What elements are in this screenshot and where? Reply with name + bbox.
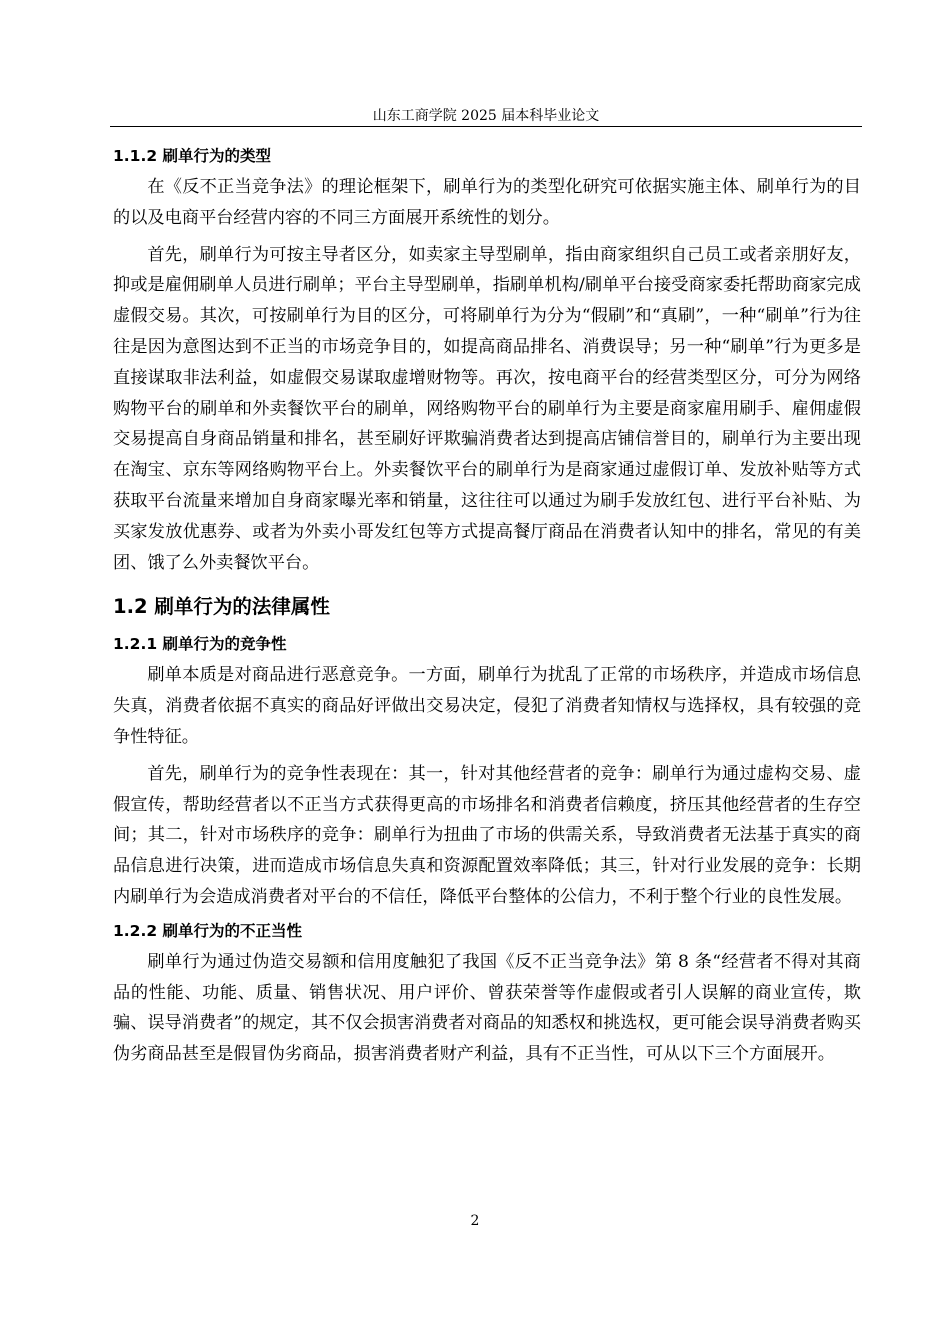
page-header: 山东工商学院 2025 届本科毕业论文 xyxy=(372,108,600,124)
paragraph: 刷单本质是对商品进行恶意竞争。一方面，刷单行为扰乱了正常的市场秩序，并造成市场信息失真，消费者依据不真实的商品好评做出交易决定，侵犯了消费者知情权与选择权，具有较强的竞争性特征。 xyxy=(113,665,861,747)
paragraph: 首先，刷单行为可按主导者区分，如卖家主导型刷单，指由商家组织自己员工或者亲朋好友，抑或是雇佣刷单人员进行刷单；平台主导型刷单，指刷单机构/刷单平台接受商家委托帮助商家完成虚假交易。其次，可按刷单行为目的区分，可将刷单行为分为“假刷”和“真刷”，一种“刷单”行为往往是因为意图达到不正当的市场竞争目的，如提高商品排名、消费误导；另一种“刷单”行为更多是直接谋取非法利益，如虚假交易谋取虚增财物等。再次，按电商平台的经营类型区分，可分为网络购物平台的刷单和外卖餐饮平台的刷单，网络购物平台的刷单行为主要是商家雇用刷手、雇佣虚假交易提高自身商品销量和排名，甚至刷好评欺骗消费者达到提高店铺信誉目的，刷单行为主要出现在淘宝、京东等网络购物平台上。外卖餐饮平台的刷单行为是商家通过虚假订单、发放补贴等方式获取平台流量来增加自身商家曝光率和销量，这往往可以通过为刷手发放红包、进行平台补贴、为买家发放优惠券、或者为外卖小哥发红包等方式提高餐厅商品在消费者认知中的排名，常见的有美团、饿了么外卖餐饮平台。 xyxy=(113,244,861,573)
section-heading-1-1-2: 1.1.2 刷单行为的类型 xyxy=(113,147,272,165)
paragraph: 在《反不正当竞争法》的理论框架下，刷单行为的类型化研究可依据实施主体、刷单行为的目的以及电商平台经营内容的不同三方面展开系统性的划分。 xyxy=(113,177,861,228)
document-body xyxy=(113,142,861,1076)
section-heading-1-2-2: 1.2.2 刷单行为的不正当性 xyxy=(113,921,303,940)
paragraph: 首先，刷单行为的竞争性表现在：其一，针对其他经营者的竞争：刷单行为通过虚构交易、虚假宣传，帮助经营者以不正当方式获得更高的市场排名和消费者信赖度，挤压其他经营者的生存空间；其二，针对市场秩序的竞争：刷单行为扭曲了市场的供需关系，导致消费者无法基于真实的商品信息进行决策，进而造成市场信息失真和资源配置效率降低；其三，针对行业发展的竞争：长期内刷单行为会造成消费者对平台的不信任，降低平台整体的公信力，不利于整个行业的良性发展。 xyxy=(113,763,861,907)
paragraph: 刷单行为通过伪造交易额和信用度触犯了我国《反不正当竞争法》第 8 条“经营者不得对其商品的性能、功能、质量、销售状况、用户评价、曾获荣誉等作虚假或者引人误解的商业宣传，欺骗、误导消费者”的规定，其不仅会损害消费者对商品的知悉权和挑选权，更可能会误导消费者购买伪劣商品甚至是假冒伪劣商品，损害消费者财产利益，具有不正当性，可从以下三个方面展开。 xyxy=(113,951,861,1065)
section-heading-1-2: 1.2 刷单行为的法律属性 xyxy=(113,595,330,619)
header-rule xyxy=(110,126,862,127)
page-number: 2 xyxy=(470,1213,480,1229)
section-heading-1-2-1: 1.2.1 刷单行为的竞争性 xyxy=(113,635,287,654)
